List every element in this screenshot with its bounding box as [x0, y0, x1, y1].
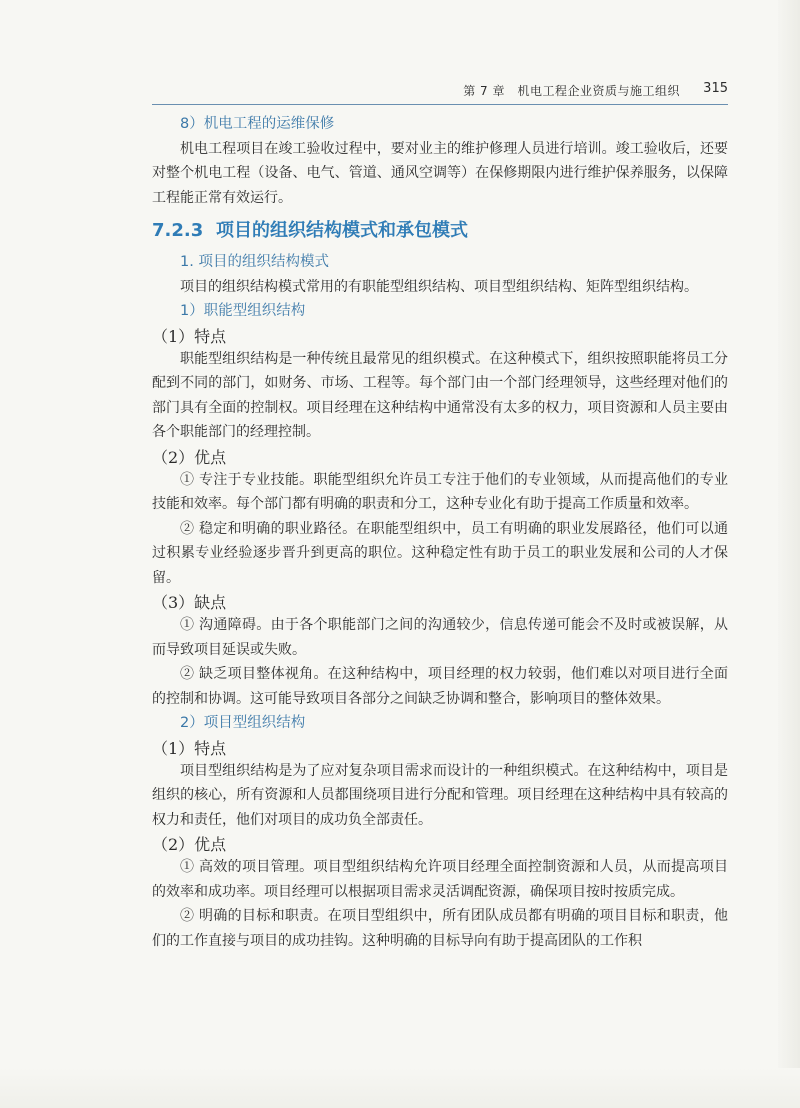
paragraph: ② 明确的目标和职责。在项目型组织中，所有团队成员都有明确的项目目标和职责，他们的工作直接与项目的成功挂钩。这种明确的目标导向有助于提高团队的工作积: [152, 908, 728, 949]
paragraph: ② 缺乏项目整体视角。在这种结构中，项目经理的权力较弱，他们难以对项目进行全面的控制和协调。这可能导致项目各部分之间缺乏协调和整合，影响项目的整体效果。: [152, 666, 728, 707]
paragraph: ① 高效的项目管理。项目型组织结构允许项目经理全面控制资源和人员，从而提高项目的效率和成功率。项目经理可以根据项目需求灵活调配资源，确保项目按时按质完成。: [152, 859, 728, 900]
subsection-heading: 1. 项目的组织结构模式: [180, 254, 329, 270]
paragraph: ① 专注于专业技能。职能型组织允许员工专注于他们的专业领域，从而提高他们的专业技能和效率。每个部门都有明确的职责和分工，这种专业化有助于提高工作质量和效率。: [152, 471, 728, 512]
subheading: （3）缺点: [152, 593, 227, 612]
paragraph: 机电工程项目在竣工验收过程中，要对业主的维护修理人员进行培训。竣工验收后，还要对整个机电工程（设备、电气、管道、通风空调等）在保修期限内进行维护保养服务，以保障工程能正常有效运行。: [152, 140, 728, 206]
page-number: 315: [703, 81, 728, 96]
section-heading: [152, 218, 728, 244]
subheading: （2）优点: [152, 447, 227, 467]
subheading: （1）特点: [152, 326, 227, 346]
page-content: [152, 112, 728, 953]
section-number: 7.2.3: [152, 220, 204, 241]
running-header: [152, 80, 728, 102]
page-edge-shadow: [778, 0, 800, 1108]
heading-maintenance: 8）机电工程的运维保修: [180, 116, 335, 132]
paragraph: 项目的组织结构模式常用的有职能型组织结构、项目型组织结构、矩阵型组织结构。: [180, 278, 698, 295]
heading-functional: 1）职能型组织结构: [180, 303, 306, 319]
paragraph: ① 沟通障碍。由于各个职能部门之间的沟通较少，信息传递可能会不及时或被误解，从而导致项目延误或失败。: [152, 617, 728, 658]
heading-project: 2）项目型组织结构: [180, 715, 306, 731]
paragraph: 职能型组织结构是一种传统且最常见的组织模式。在这种模式下，组织按照职能将员工分配到不同的部门，如财务、市场、工程等。每个部门由一个部门经理领导，这些经理对他们的部门具有全面的控制权。项目经理在这种结构中通常没有太多的权力，项目资源和人员主要由各个职能部门的经理控制。: [152, 350, 728, 440]
page-bottom-shadow: [0, 1068, 800, 1108]
subheading: （2）优点: [152, 835, 227, 854]
section-title: 项目的组织结构模式和承包模式: [216, 220, 468, 241]
subheading: （1）特点: [152, 738, 227, 758]
running-title: 第 7 章 机电工程企业资质与施工组织: [463, 84, 680, 98]
header-rule: [152, 104, 728, 105]
paragraph: ② 稳定和明确的职业路径。在职能型组织中，员工有明确的职业发展路径，他们可以通过积累专业经验逐步晋升到更高的职位。这种稳定性有助于员工的职业发展和公司的人才保留。: [152, 520, 728, 586]
paragraph: 项目型组织结构是为了应对复杂项目需求而设计的一种组织模式。在这种结构中，项目是组织的核心，所有资源和人员都围绕项目进行分配和管理。项目经理在这种结构中具有较高的权力和责任，他们对项目的成功负全部责任。: [152, 762, 728, 828]
